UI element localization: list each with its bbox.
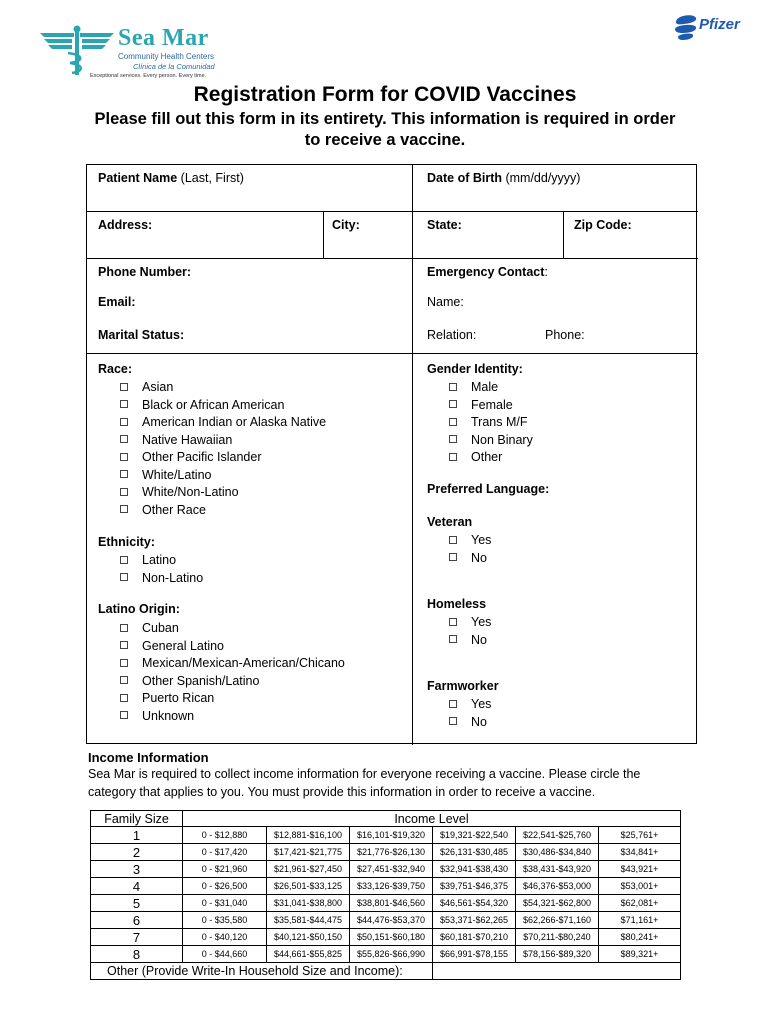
emergency-phone-field[interactable]: Phone: xyxy=(545,328,585,342)
checkbox-icon[interactable] xyxy=(449,635,457,643)
income-cell[interactable]: $21,961-$27,450 xyxy=(267,861,350,878)
income-cell[interactable]: 0 - $26,500 xyxy=(183,878,267,895)
sea-mar-tagline: Exceptional services. Every person. Every time. xyxy=(90,73,207,79)
table-row-other xyxy=(91,963,681,980)
income-information-title: Income Information xyxy=(88,750,209,765)
income-cell[interactable]: $39,751-$46,375 xyxy=(433,878,516,895)
gender-option[interactable]: Non Binary xyxy=(449,432,533,450)
income-cell[interactable]: $60,181-$70,210 xyxy=(433,929,516,946)
row-divider xyxy=(87,353,698,354)
farmworker-option[interactable]: No xyxy=(449,714,491,732)
checkbox-icon[interactable] xyxy=(449,418,457,426)
race-option[interactable]: White/Non-Latino xyxy=(120,484,326,502)
marital-status-field[interactable]: Marital Status: xyxy=(98,328,185,342)
email-field[interactable]: Email: xyxy=(98,295,136,309)
gender-option[interactable]: Female xyxy=(449,397,533,415)
patient-name-field[interactable]: Patient Name (Last, First) xyxy=(98,171,244,185)
income-cell[interactable]: $46,376-$53,000 xyxy=(516,878,599,895)
ethnicity-option[interactable]: Non-Latino xyxy=(120,570,203,588)
income-cell[interactable]: $66,991-$78,155 xyxy=(433,946,516,963)
sea-mar-name: Sea Mar xyxy=(118,25,209,51)
income-cell[interactable]: $12,881-$16,100 xyxy=(267,827,350,844)
family-size-cell: 2 xyxy=(91,844,183,861)
income-cell[interactable]: $62,266-$71,160 xyxy=(516,912,599,929)
latino-origin-options xyxy=(120,620,345,725)
center-divider xyxy=(412,165,413,745)
family-size-cell: 5 xyxy=(91,895,183,912)
family-size-cell: 3 xyxy=(91,861,183,878)
table-header-row xyxy=(91,811,681,827)
family-size-cell: 7 xyxy=(91,929,183,946)
table-row xyxy=(91,929,681,946)
table-row xyxy=(91,946,681,963)
income-cell[interactable]: $71,161+ xyxy=(599,912,681,929)
checkbox-icon[interactable] xyxy=(120,694,128,702)
table-row xyxy=(91,827,681,844)
checkbox-icon[interactable] xyxy=(120,383,128,391)
family-size-cell: 6 xyxy=(91,912,183,929)
checkbox-icon[interactable] xyxy=(120,470,128,478)
gender-option[interactable]: Trans M/F xyxy=(449,414,533,432)
form-title: Registration Form for COVID Vaccines xyxy=(193,83,577,106)
income-cell[interactable]: 0 - $21,960 xyxy=(183,861,267,878)
city-divider xyxy=(323,211,324,258)
zip-code-field[interactable]: Zip Code: xyxy=(574,218,632,232)
checkbox-icon[interactable] xyxy=(449,383,457,391)
race-label: Race: xyxy=(98,362,133,376)
income-cell[interactable]: $25,761+ xyxy=(599,827,681,844)
ethnicity-option[interactable]: Latino xyxy=(120,552,203,570)
race-option[interactable]: Black or African American xyxy=(120,397,326,415)
checkbox-icon[interactable] xyxy=(449,453,457,461)
income-cell[interactable]: $17,421-$21,775 xyxy=(267,844,350,861)
state-field[interactable]: State: xyxy=(427,218,462,232)
income-cell[interactable]: $53,001+ xyxy=(599,878,681,895)
gender-option[interactable]: Other xyxy=(449,449,533,467)
income-cell[interactable]: $80,241+ xyxy=(599,929,681,946)
checkbox-icon[interactable] xyxy=(120,435,128,443)
income-cell[interactable]: $32,941-$38,430 xyxy=(433,861,516,878)
income-cell[interactable]: $78,156-$89,320 xyxy=(516,946,599,963)
family-size-cell: 1 xyxy=(91,827,183,844)
income-cell[interactable]: 0 - $12,880 xyxy=(183,827,267,844)
income-cell[interactable]: $55,826-$66,990 xyxy=(350,946,433,963)
pfizer-name: Pfizer xyxy=(699,16,740,33)
zip-divider xyxy=(563,211,564,258)
income-cell[interactable]: 0 - $35,580 xyxy=(183,912,267,929)
checkbox-icon[interactable] xyxy=(120,488,128,496)
emergency-relation-field[interactable]: Relation: xyxy=(427,328,477,342)
checkbox-icon[interactable] xyxy=(449,553,457,561)
income-cell[interactable]: $38,431-$43,920 xyxy=(516,861,599,878)
pfizer-logo xyxy=(672,12,752,42)
income-cell[interactable]: $27,451-$32,940 xyxy=(350,861,433,878)
checkbox-icon[interactable] xyxy=(120,505,128,513)
income-cell[interactable]: $35,581-$44,475 xyxy=(267,912,350,929)
other-household-write-in[interactable] xyxy=(433,963,681,980)
latino-origin-option[interactable]: General Latino xyxy=(120,638,345,656)
income-cell[interactable]: $62,081+ xyxy=(599,895,681,912)
homeless-option[interactable]: Yes xyxy=(449,614,491,632)
checkbox-icon[interactable] xyxy=(120,624,128,632)
checkbox-icon[interactable] xyxy=(449,717,457,725)
gender-options xyxy=(449,379,533,467)
sea-mar-subtitle-es: Clínica de la Comunidad xyxy=(133,62,215,71)
income-cell[interactable]: $30,486-$34,840 xyxy=(516,844,599,861)
phone-number-field[interactable]: Phone Number: xyxy=(98,265,192,279)
race-option[interactable]: American Indian or Alaska Native xyxy=(120,414,326,432)
table-row xyxy=(91,895,681,912)
income-cell[interactable]: $46,561-$54,320 xyxy=(433,895,516,912)
income-cell[interactable]: 0 - $44,660 xyxy=(183,946,267,963)
income-cell[interactable]: $44,476-$53,370 xyxy=(350,912,433,929)
income-cell[interactable]: $43,921+ xyxy=(599,861,681,878)
income-cell[interactable]: $21,776-$26,130 xyxy=(350,844,433,861)
race-options xyxy=(120,379,326,519)
income-information-text: Sea Mar is required to collect income information for everyone receiving a vaccine. Please circle the category that applies to you. You must provide this information in order to receive a vaccine. xyxy=(88,767,641,799)
income-cell[interactable]: $70,211-$80,240 xyxy=(516,929,599,946)
latino-origin-option[interactable]: Other Spanish/Latino xyxy=(120,673,345,691)
income-cell[interactable]: $89,321+ xyxy=(599,946,681,963)
date-of-birth-field[interactable]: Date of Birth (mm/dd/yyyy) xyxy=(427,171,581,185)
table-row xyxy=(91,912,681,929)
checkbox-icon[interactable] xyxy=(449,435,457,443)
family-size-cell: 8 xyxy=(91,946,183,963)
ethnicity-options xyxy=(120,552,203,587)
sea-mar-subtitle: Community Health Centers xyxy=(118,52,215,61)
table-row xyxy=(91,861,681,878)
veteran-option[interactable]: Yes xyxy=(449,532,491,550)
race-option[interactable]: Native Hawaiian xyxy=(120,432,326,450)
family-size-cell: 4 xyxy=(91,878,183,895)
income-cell[interactable]: 0 - $40,120 xyxy=(183,929,267,946)
city-field[interactable]: City: xyxy=(332,218,360,232)
checkbox-icon[interactable] xyxy=(120,418,128,426)
income-cell[interactable]: $26,131-$30,485 xyxy=(433,844,516,861)
homeless-label: Homeless xyxy=(427,597,487,611)
registration-form xyxy=(86,164,697,744)
caduceus-icon xyxy=(38,25,116,77)
income-cell[interactable]: 0 - $31,040 xyxy=(183,895,267,912)
race-option[interactable]: Asian xyxy=(120,379,326,397)
veteran-option[interactable]: No xyxy=(449,550,491,568)
farmworker-option[interactable]: Yes xyxy=(449,696,491,714)
checkbox-icon[interactable] xyxy=(120,556,128,564)
latino-origin-option[interactable]: Cuban xyxy=(120,620,345,638)
latino-origin-option[interactable]: Puerto Rican xyxy=(120,690,345,708)
checkbox-icon[interactable] xyxy=(120,711,128,719)
veteran-label: Veteran xyxy=(427,515,473,529)
income-cell[interactable]: $31,041-$38,800 xyxy=(267,895,350,912)
veteran-options xyxy=(449,532,491,567)
checkbox-icon[interactable] xyxy=(120,573,128,581)
latino-origin-option[interactable]: Mexican/Mexican-American/Chicano xyxy=(120,655,345,673)
farmworker-label: Farmworker xyxy=(427,679,499,693)
checkbox-icon[interactable] xyxy=(120,453,128,461)
preferred-language-field[interactable]: Preferred Language: xyxy=(427,482,550,496)
income-table xyxy=(90,810,681,980)
checkbox-icon[interactable] xyxy=(120,641,128,649)
pfizer-pill-icon xyxy=(672,12,700,42)
latino-origin-label: Latino Origin: xyxy=(98,602,180,616)
row-divider xyxy=(87,211,698,212)
income-cell[interactable]: $33,126-$39,750 xyxy=(350,878,433,895)
income-cell[interactable]: $50,151-$60,180 xyxy=(350,929,433,946)
gender-identity-label: Gender Identity: xyxy=(427,362,523,376)
gender-option[interactable]: Male xyxy=(449,379,533,397)
income-cell[interactable]: $38,801-$46,560 xyxy=(350,895,433,912)
other-household-label: Other (Provide Write-In Household Size and Income): xyxy=(91,963,433,980)
family-size-header: Family Size xyxy=(91,811,183,827)
income-level-header: Income Level xyxy=(183,811,681,827)
checkbox-icon[interactable] xyxy=(449,618,457,626)
income-cell[interactable]: $16,101-$19,320 xyxy=(350,827,433,844)
income-cell[interactable]: $40,121-$50,150 xyxy=(267,929,350,946)
ethnicity-label: Ethnicity: xyxy=(98,535,155,549)
checkbox-icon[interactable] xyxy=(120,676,128,684)
income-cell[interactable]: 0 - $17,420 xyxy=(183,844,267,861)
checkbox-icon[interactable] xyxy=(120,659,128,667)
table-row xyxy=(91,878,681,895)
income-cell[interactable]: $53,371-$62,265 xyxy=(433,912,516,929)
address-field[interactable]: Address: xyxy=(98,218,153,232)
emergency-name-field[interactable]: Name: xyxy=(427,295,464,309)
race-option[interactable]: White/Latino xyxy=(120,467,326,485)
race-option[interactable]: Other Pacific Islander xyxy=(120,449,326,467)
checkbox-icon[interactable] xyxy=(449,700,457,708)
income-cell[interactable]: $26,501-$33,125 xyxy=(267,878,350,895)
table-row xyxy=(91,844,681,861)
checkbox-icon[interactable] xyxy=(449,400,457,408)
income-cell[interactable]: $54,321-$62,800 xyxy=(516,895,599,912)
income-cell[interactable]: $19,321-$22,540 xyxy=(433,827,516,844)
form-subtitle: Please fill out this form in its entirety. This information is required in order to receive a vaccine. xyxy=(94,110,676,149)
homeless-option[interactable]: No xyxy=(449,632,491,650)
income-cell[interactable]: $34,841+ xyxy=(599,844,681,861)
income-cell[interactable]: $44,661-$55,825 xyxy=(267,946,350,963)
race-option[interactable]: Other Race xyxy=(120,502,326,520)
farmworker-options xyxy=(449,696,491,731)
homeless-options xyxy=(449,614,491,649)
checkbox-icon[interactable] xyxy=(449,536,457,544)
latino-origin-option[interactable]: Unknown xyxy=(120,708,345,726)
checkbox-icon[interactable] xyxy=(120,400,128,408)
row-divider xyxy=(87,258,698,259)
sea-mar-logo xyxy=(38,25,223,77)
emergency-contact-label: Emergency Contact: xyxy=(427,265,548,279)
income-cell[interactable]: $22,541-$25,760 xyxy=(516,827,599,844)
